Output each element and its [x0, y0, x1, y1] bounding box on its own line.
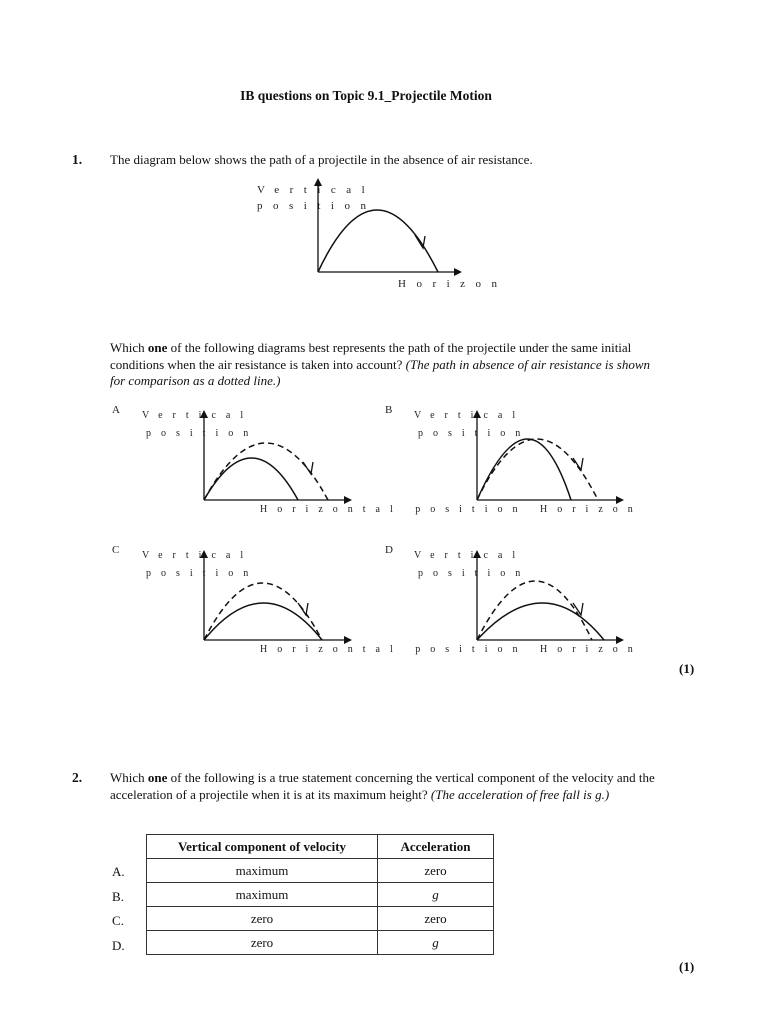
cell-velocity: zero [147, 907, 378, 931]
option-d-diagram [477, 552, 622, 640]
table-row [147, 883, 494, 907]
option-b-vertical-line2: position [418, 428, 531, 439]
options-cd-horizontal-labels: Horizontal position Horizon [260, 644, 643, 655]
option-a-vertical-line2: position [146, 428, 259, 439]
q1-diagram-vertical-label-line2: position [257, 200, 377, 212]
cell-velocity: zero [147, 931, 378, 955]
cell-velocity: maximum [147, 859, 378, 883]
option-d-vertical-line1: Vertical [414, 550, 526, 561]
cell-velocity: maximum [147, 883, 378, 907]
c-solid-path [204, 603, 322, 640]
options-ab-horizontal-labels: Horizontal position Horizon [260, 504, 643, 515]
table-row [147, 907, 494, 931]
option-c-vertical-line1: Vertical [142, 550, 254, 561]
table-row [147, 859, 494, 883]
a-arrow [303, 462, 313, 474]
d-dotted-path [477, 581, 592, 640]
cell-acceleration: zero [378, 859, 494, 883]
main-diagram [318, 180, 460, 272]
option-d-letter: D [385, 544, 393, 556]
answer-table [146, 834, 494, 955]
answer-row-labels [112, 860, 125, 958]
a-solid-path [204, 458, 298, 500]
row-label-d: D. [112, 937, 125, 953]
option-d-vertical-line2: position [418, 568, 531, 579]
row-label-c: C. [112, 913, 124, 928]
option-a-letter: A [112, 404, 120, 416]
question-1-intro: The diagram below shows the path of a projectile in the absence of air resistance. [110, 152, 533, 167]
b-solid-path [477, 439, 571, 500]
main-trajectory [318, 210, 438, 272]
option-c-diagram [204, 552, 350, 640]
cell-acceleration: g [378, 931, 494, 955]
option-b-letter: B [385, 404, 393, 416]
b-arrow [573, 458, 583, 470]
table-row [147, 931, 494, 955]
cell-acceleration: zero [378, 907, 494, 931]
question-2-prompt: Which one of the following is a true statement concerning the vertical component of the velocity and the acceleration of a projectile when it is at its maximum height? (The acceleration of free fall is g.) [110, 770, 655, 802]
option-c-letter: C [112, 544, 120, 556]
option-a-vertical-line1: Vertical [142, 410, 254, 421]
emphasis-one: one [147, 770, 168, 785]
cell-acceleration: g [378, 883, 494, 907]
d-solid-path [477, 603, 604, 640]
option-b-diagram [477, 412, 622, 500]
b-dotted-path [477, 439, 598, 500]
emphasis-one: one [147, 340, 168, 355]
option-b-vertical-line1: Vertical [414, 410, 526, 421]
option-c-vertical-line2: position [146, 568, 259, 579]
option-a-diagram [204, 412, 350, 500]
table-header-row [147, 835, 494, 859]
header-velocity: Vertical component of velocity [147, 835, 378, 859]
question-2-marks: (1) [679, 959, 695, 974]
q1-diagram-horizontal-label: Horizon [398, 278, 508, 290]
question-1-prompt: Which one of the following diagrams best represents the path of the projectile under the same initial conditions when the air resistance is taken into account? (The path in absence of air resistance is shown for comparison as a dotted line.) [110, 340, 650, 388]
page-title: IB questions on Topic 9.1_Projectile Motion [240, 88, 492, 103]
row-label-b: B. [112, 888, 124, 904]
question-1-number: 1. [72, 152, 83, 167]
row-label-a: A. [112, 864, 125, 879]
question-2-number: 2. [72, 770, 83, 785]
q1-diagram-vertical-label-line1: Vertical [257, 184, 376, 196]
question-1-marks: (1) [679, 661, 695, 676]
header-acceleration: Acceleration [378, 835, 494, 859]
